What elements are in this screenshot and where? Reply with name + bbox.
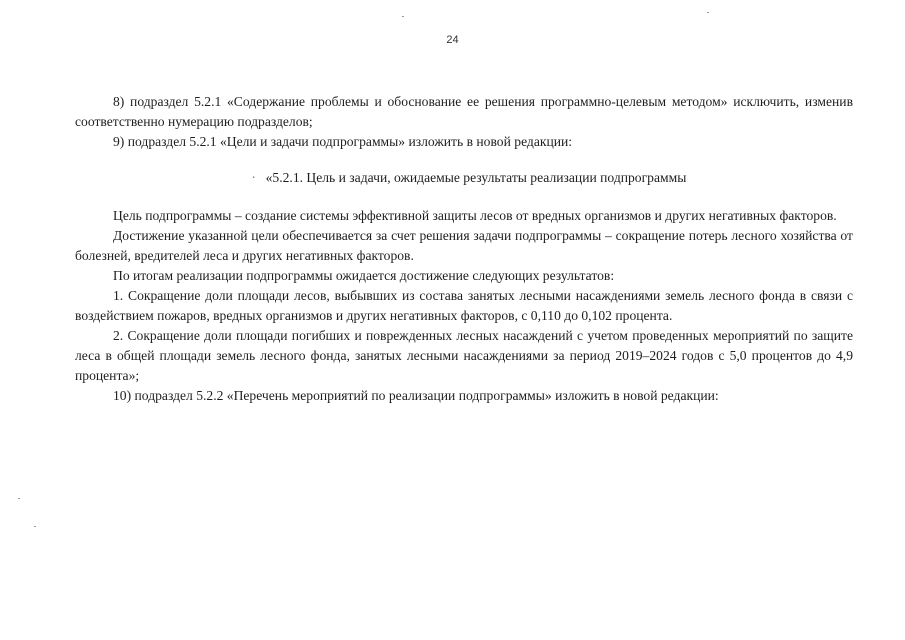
paragraph-goal: Цель подпрограммы – создание системы эффективной защиты лесов от вредных организмов и других негативных факторов. — [113, 208, 837, 223]
scan-speck — [402, 16, 404, 17]
scan-speck — [707, 12, 709, 13]
page-number: 24 — [446, 34, 459, 46]
scan-speck — [18, 498, 20, 499]
scan-mark: · — [251, 170, 256, 185]
section-heading-text: «5.2.1. Цель и задачи, ожидаемые результаты реализации подпрограммы — [265, 170, 687, 185]
paragraph-item-8: 8) подраздел 5.2.1 «Содержание проблемы и обоснование ее решения программно-целевым методом» исключить, изменив соответственно нумерацию подразделов; — [75, 94, 853, 129]
paragraph-results-intro: По итогам реализации подпрограммы ожидается достижение следующих результатов: — [113, 268, 615, 283]
paragraph-item-9: 9) подраздел 5.2.1 «Цели и задачи подпрограммы» изложить в новой редакции: — [113, 134, 573, 149]
paragraph-task: Достижение указанной цели обеспечивается за счет решения задачи подпрограммы – сокращение потерь лесного хозяйства от болезней, вредителей леса и других негативных факторов. — [75, 228, 853, 263]
scan-speck — [34, 526, 36, 527]
paragraph-result-2: 2. Сокращение доли площади погибших и поврежденных лесных насаждений с учетом проведенных мероприятий по защите леса в общей площади земель лесного фонда, занятых лесными насаждениями за период 2019–2024 годов с 5,0 процентов до 4,9 процента»; — [75, 328, 853, 383]
document-body — [75, 92, 853, 406]
section-heading — [75, 168, 853, 188]
paragraph-result-1: 1. Сокращение доли площади лесов, выбывших из состава занятых лесными насаждениями земель лесного фонда в связи с воздействием пожаров, вредных организмов и других негативных факторов, с 0,110 до 0,102 процента. — [75, 288, 853, 323]
paragraph-item-10: 10) подраздел 5.2.2 «Перечень мероприятий по реализации подпрограммы» изложить в новой редакции: — [113, 388, 719, 403]
